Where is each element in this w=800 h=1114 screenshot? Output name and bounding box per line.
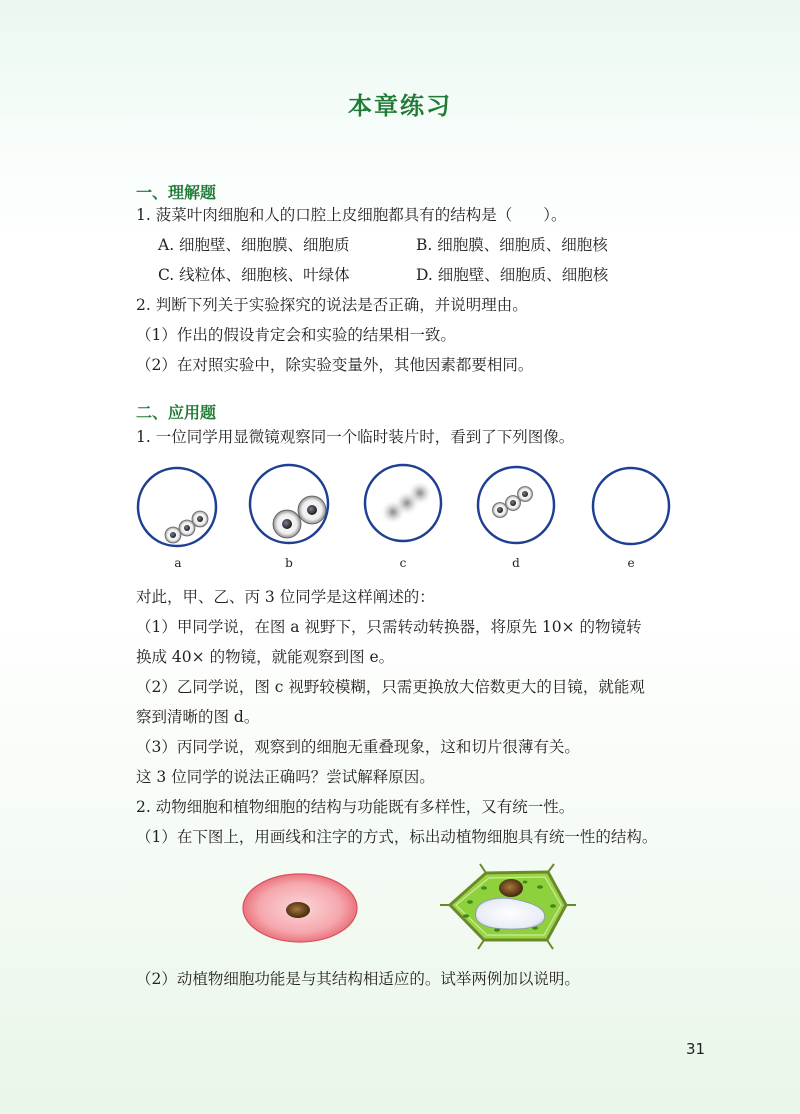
question-1-2: 2. 判断下列关于实验探究的说法是否正确，并说明理由。 [136,296,528,314]
figure-label-b: b [285,556,293,570]
statement-3: （3）丙同学说，观察到的细胞无重叠现象，这和切片很薄有关。 [136,738,580,756]
option-d: D. 细胞壁、细胞质、细胞核 [416,266,609,284]
statement-1-line-1: （1）甲同学说，在图 a 视野下，只需转动转换器，将原先 10× 的物镜转 [136,618,642,636]
figure-label-d: d [512,556,520,570]
page-number: 31 [686,1040,706,1058]
question-2-2-part-1: （1）在下图上，用画线和注字的方式，标出动植物细胞具有统一性的结构。 [136,828,658,846]
question-2-2: 2. 动物细胞和植物细胞的结构与功能既有多样性，又有统一性。 [136,798,575,816]
plant-cell-illustration [440,864,576,949]
figure-label-c: c [399,556,407,570]
statements-intro: 对此，甲、乙、丙 3 位同学是这样阐述的： [136,588,435,606]
statement-2-line-2: 察到清晰的图 d。 [136,708,260,726]
animal-cell-nucleus [286,902,310,918]
question-ask: 这 3 位同学的说法正确吗？尝试解释原因。 [136,768,435,786]
question-1-2-part-1: （1）作出的假设肯定会和实验的结果相一致。 [136,326,456,344]
section-heading-comprehension: 一、理解题 [136,183,217,202]
statement-2-line-1: （2）乙同学说，图 c 视野较模糊，只需更换放大倍数更大的目镜，就能观 [136,678,645,696]
question-2-1: 1. 一位同学用显微镜观察同一个临时装片时，看到了下列图像。 [136,428,575,446]
statement-1-line-2: 换成 40× 的物镜，就能观察到图 e。 [136,648,395,666]
page-title: 本章练习 [348,92,452,120]
question-1-1: 1. 菠菜叶肉细胞和人的口腔上皮细胞都具有的结构是（ ）。 [136,206,567,224]
figure-label-a: a [174,556,182,570]
animal-cell-illustration [243,874,357,942]
option-b: B. 细胞膜、细胞质、细胞核 [416,236,608,254]
option-c: C. 线粒体、细胞核、叶绿体 [158,266,350,284]
question-1-2-part-2: （2）在对照实验中，除实验变量外，其他因素都要相同。 [136,356,534,374]
question-2-2-part-2: （2）动植物细胞功能是与其结构相适应的。试举两例加以说明。 [136,970,580,988]
plant-cell-nucleus [499,879,523,897]
section-heading-application: 二、应用题 [136,403,217,422]
figure-label-e: e [627,556,635,570]
option-a: A. 细胞壁、细胞膜、细胞质 [158,236,350,254]
